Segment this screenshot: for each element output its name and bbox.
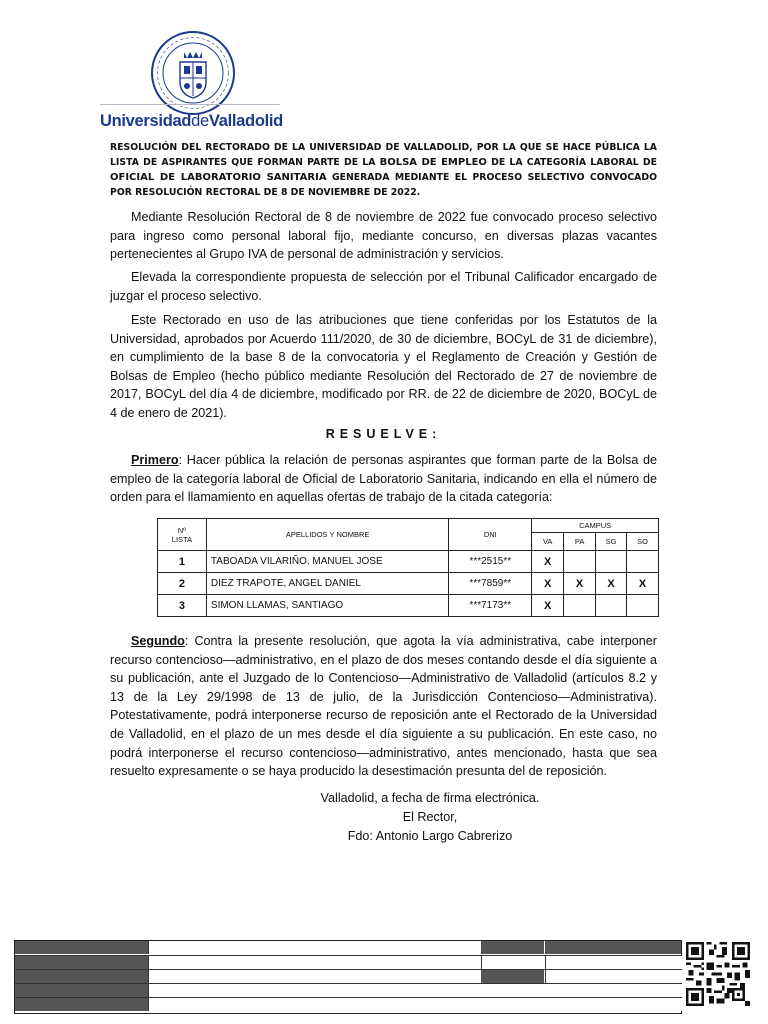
paragraph-atribuciones: Este Rectorado en uso de las atribuciones que tiene conferidas por los Estatutos de la Universidad, aprobados por Acuerdo 111/2020, de 30 de diciembre, BOCyL de 31 de diciembre), en cumplimiento de la base 8 de la convocatoria y el Reglamento de Creación y Gestión de Bolsas de Empleo (hecho público mediante Resolución del Rectorado de 27 de noviembre de 2017, BOCyL del día 4 de diciembre, modificado por RR. de 22 de diciembre de 2020, BOCyL de 4 de enero de 2021). (110, 313, 657, 420)
header-va: VA (532, 533, 564, 551)
table-row (158, 573, 659, 595)
verification-qr-code (686, 942, 750, 1006)
row-num: 1 (158, 551, 207, 573)
header-campus: CAMPUS (532, 519, 659, 533)
candidates-table (157, 518, 659, 617)
paragraph-convocatoria: Mediante Resolución Rectoral de 8 de noviembre de 2022 fue convocado proceso selectivo para ingreso como personal laboral fijo, mediante concurso, en diversas plazas vacantes pertenecientes al Grupo IVA de personal de administración y servicios. (110, 210, 657, 262)
header-so: SO (627, 533, 659, 551)
paragraph-propuesta: Elevada la correspondiente propuesta de selección por el Tribunal Calificador encargado de juzgar el proceso selectivo. (110, 270, 657, 303)
row-num: 3 (158, 595, 207, 617)
row-so: X (627, 573, 659, 595)
paragraph-primero: Primero: Hacer pública la relación de personas aspirantes que forman parte de la Bolsa de empleo de la categoría laboral de Oficial de Laboratorio Sanitaria, indicando en ella el número de orden para el llamamiento en aquellas ofertas de trabajo de la citada categoría: (110, 453, 657, 505)
table-row (158, 551, 659, 573)
row-sg: X (596, 573, 627, 595)
header-num: Nº LISTA (158, 519, 207, 551)
row-sg (596, 551, 627, 573)
row-name: TABOADA VILARIÑO, MANUEL JOSE (206, 551, 448, 573)
signature-block (300, 789, 560, 846)
header-dni: DNI (449, 519, 532, 551)
footer-row (15, 941, 681, 954)
table-row (158, 595, 659, 617)
logo-divider (100, 104, 280, 105)
signature-place-date: Valladolid, a fecha de firma electrónica. (320, 791, 540, 805)
row-name: SIMON LLAMAS, SANTIAGO (206, 595, 448, 617)
row-pa (564, 551, 596, 573)
row-va: X (532, 573, 564, 595)
row-so (627, 595, 659, 617)
row-va: X (532, 595, 564, 617)
row-pa: X (564, 573, 596, 595)
signature-name: Fdo: Antonio Largo Cabrerizo (347, 829, 513, 843)
footer-row (15, 997, 681, 1011)
footer-row (15, 969, 681, 983)
row-dni: ***7173** (449, 595, 532, 617)
row-so (627, 551, 659, 573)
signature-role: El Rector, (402, 810, 458, 824)
row-pa (564, 595, 596, 617)
electronic-signature-footer (14, 940, 682, 1014)
header-sg: SG (596, 533, 627, 551)
resuelve-heading: RESUELVE: (325, 427, 442, 441)
paragraph-segundo: Segundo: Contra la presente resolución, que agota la vía administrativa, cabe interponer recurso contencioso—administrativo, en el plazo de dos meses contando desde el día siguiente a su publicación, ante el Juzgado de lo Contencioso—Administrativo de Valladolid (artículos 8.2 y 13 de la Ley 29/1998 de 13 de julio, de la Jurisdicción Contencioso—Administrativa). Potestativamente, podrá interponerse recurso de reposición ante el Rectorado de la Universidad de Valladolid, en el plazo de un mes desde el día siguiente a su publicación. En este caso, no podrá interponerse el recurso contencioso—administrativo, antes mencionado, hasta que sea resuelto expresamente o se haya producido la desestimación presunta del de reposición. (110, 634, 657, 779)
university-wordmark: UniversidaddeValladolid (100, 112, 283, 130)
row-name: DIEZ TRAPOTE, ANGEL DANIEL (206, 573, 448, 595)
row-num: 2 (158, 573, 207, 595)
footer-row (15, 955, 681, 969)
footer-row (15, 983, 681, 997)
row-sg (596, 595, 627, 617)
header-pa: PA (564, 533, 596, 551)
row-dni: ***7859** (449, 573, 532, 595)
row-dni: ***2515** (449, 551, 532, 573)
header-name: APELLIDOS Y NOMBRE (206, 519, 448, 551)
row-va: X (532, 551, 564, 573)
resolution-heading: RESOLUCIÓN DEL RECTORADO DE LA UNIVERSIDAD DE VALLADOLID, POR LA QUE SE HACE PÚBLICA LA LISTA DE ASPIRANTES QUE FORMAN PARTE DE LA BOLSA DE EMPLEO DE LA CATEGORÍA LABORAL DE OFICIAL DE LABORATORIO SANITARIA GENERADA MEDIANTE EL PROCESO SELECTIVO CONVOCADO POR RESOLUCIÓN RECTORAL DE 8 DE NOVIEMBRE DE 2022. (110, 142, 657, 198)
